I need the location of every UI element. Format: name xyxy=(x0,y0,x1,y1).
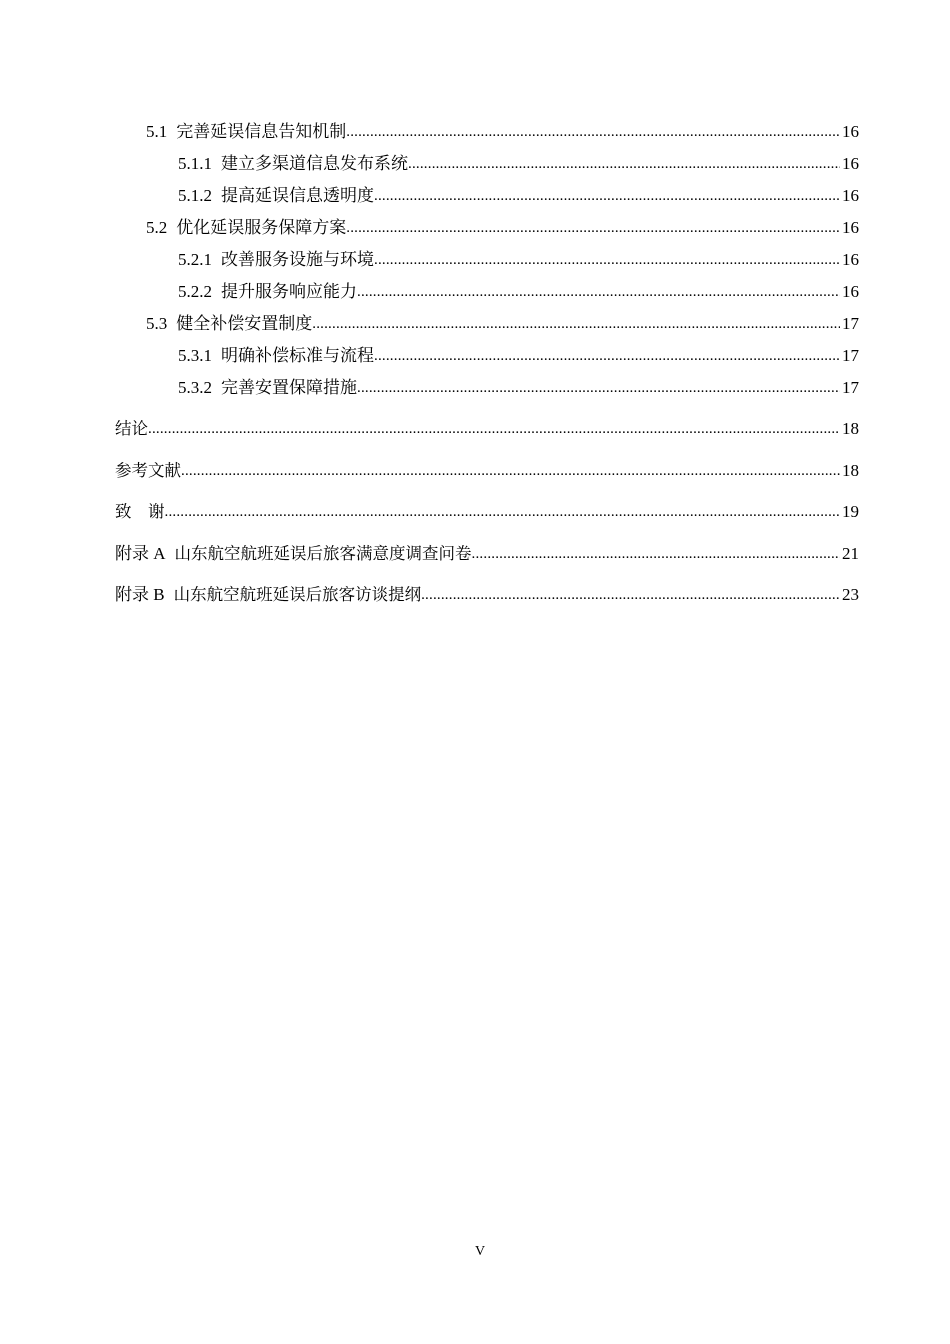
dot-leader xyxy=(357,282,840,302)
dot-leader xyxy=(472,544,840,564)
toc-entry-page: 18 xyxy=(842,419,859,438)
dot-leader xyxy=(346,122,840,142)
toc-entry-title: 建立多渠道信息发布系统 xyxy=(221,154,408,173)
dot-leader xyxy=(312,314,840,334)
toc-entry-5-2-2[interactable] xyxy=(178,278,859,302)
toc-entry-5-1[interactable] xyxy=(146,118,859,142)
dot-leader xyxy=(357,378,840,398)
toc-entry-page: 23 xyxy=(842,585,859,604)
toc-entry-page: 16 xyxy=(842,154,859,173)
toc-entry-page: 16 xyxy=(842,186,859,205)
toc-entry-number: 5.1.1 xyxy=(178,154,212,173)
toc-entry-appendix-a[interactable] xyxy=(115,540,859,564)
toc-entry-page: 17 xyxy=(842,314,859,333)
toc-entry-page: 17 xyxy=(842,378,859,397)
toc-entry-title: 山东航空航班延误后旅客访谈提纲 xyxy=(173,585,422,604)
dot-leader xyxy=(148,419,840,439)
toc-entry-title: 提升服务响应能力 xyxy=(221,282,357,301)
toc-entry-page: 16 xyxy=(842,122,859,141)
toc-entry-number: 附录 A xyxy=(115,544,166,563)
dot-leader xyxy=(374,346,840,366)
toc-entry-page: 17 xyxy=(842,346,859,365)
toc-entry-page: 19 xyxy=(842,502,859,521)
toc-entry-number: 附录 B xyxy=(115,585,165,604)
toc-entry-title: 完善延误信息告知机制 xyxy=(176,122,347,141)
toc-entry-number: 5.2 xyxy=(146,218,168,237)
toc-entry-5-1-2[interactable] xyxy=(178,182,859,206)
toc-entry-references[interactable] xyxy=(115,457,859,481)
toc-entry-appendix-b[interactable] xyxy=(115,581,859,605)
toc-entry-number: 5.2.1 xyxy=(178,250,212,269)
dot-leader xyxy=(374,186,840,206)
page-number: V xyxy=(474,1244,486,1259)
toc-entry-page: 16 xyxy=(842,218,859,237)
dot-leader xyxy=(421,585,840,605)
toc-entry-page: 18 xyxy=(842,461,859,480)
toc-entry-5-2-1[interactable] xyxy=(178,246,859,270)
toc-entry-title: 改善服务设施与环境 xyxy=(221,250,374,269)
toc-entry-title: 提高延误信息透明度 xyxy=(221,186,374,205)
toc-entry-5-1-1[interactable] xyxy=(178,150,859,174)
toc-entry-number: 5.1.2 xyxy=(178,186,212,205)
toc-entry-5-3-2[interactable] xyxy=(178,374,859,398)
dot-leader xyxy=(346,218,840,238)
toc-entry-number: 5.3 xyxy=(146,314,168,333)
toc-entry-page: 16 xyxy=(842,250,859,269)
toc-entry-5-3[interactable] xyxy=(146,310,859,334)
toc-entry-page: 21 xyxy=(842,544,859,563)
toc-entry-number: 5.3.1 xyxy=(178,346,212,365)
table-of-contents xyxy=(0,0,950,640)
toc-entry-title: 参考文献 xyxy=(115,461,181,480)
toc-entry-title: 明确补偿标准与流程 xyxy=(221,346,374,365)
dot-leader xyxy=(374,250,840,270)
toc-entry-conclusion[interactable] xyxy=(115,415,859,439)
toc-entry-5-2[interactable] xyxy=(146,214,859,238)
toc-entry-title: 山东航空航班延误后旅客满意度调查问卷 xyxy=(174,544,472,563)
toc-entry-number: 5.2.2 xyxy=(178,282,212,301)
toc-entry-title: 优化延误服务保障方案 xyxy=(176,218,347,237)
toc-entry-5-3-1[interactable] xyxy=(178,342,859,366)
dot-leader xyxy=(408,154,840,174)
toc-entry-title: 致 谢 xyxy=(115,502,165,521)
toc-entry-title: 健全补偿安置制度 xyxy=(176,314,313,333)
toc-entry-number: 5.1 xyxy=(146,122,168,141)
toc-entry-acknowledgements[interactable] xyxy=(115,498,859,522)
toc-entry-page: 16 xyxy=(842,282,859,301)
dot-leader xyxy=(165,502,841,522)
toc-entry-title: 结论 xyxy=(115,419,148,438)
dot-leader xyxy=(181,461,840,481)
toc-entry-title: 完善安置保障措施 xyxy=(221,378,357,397)
toc-entry-number: 5.3.2 xyxy=(178,378,212,397)
